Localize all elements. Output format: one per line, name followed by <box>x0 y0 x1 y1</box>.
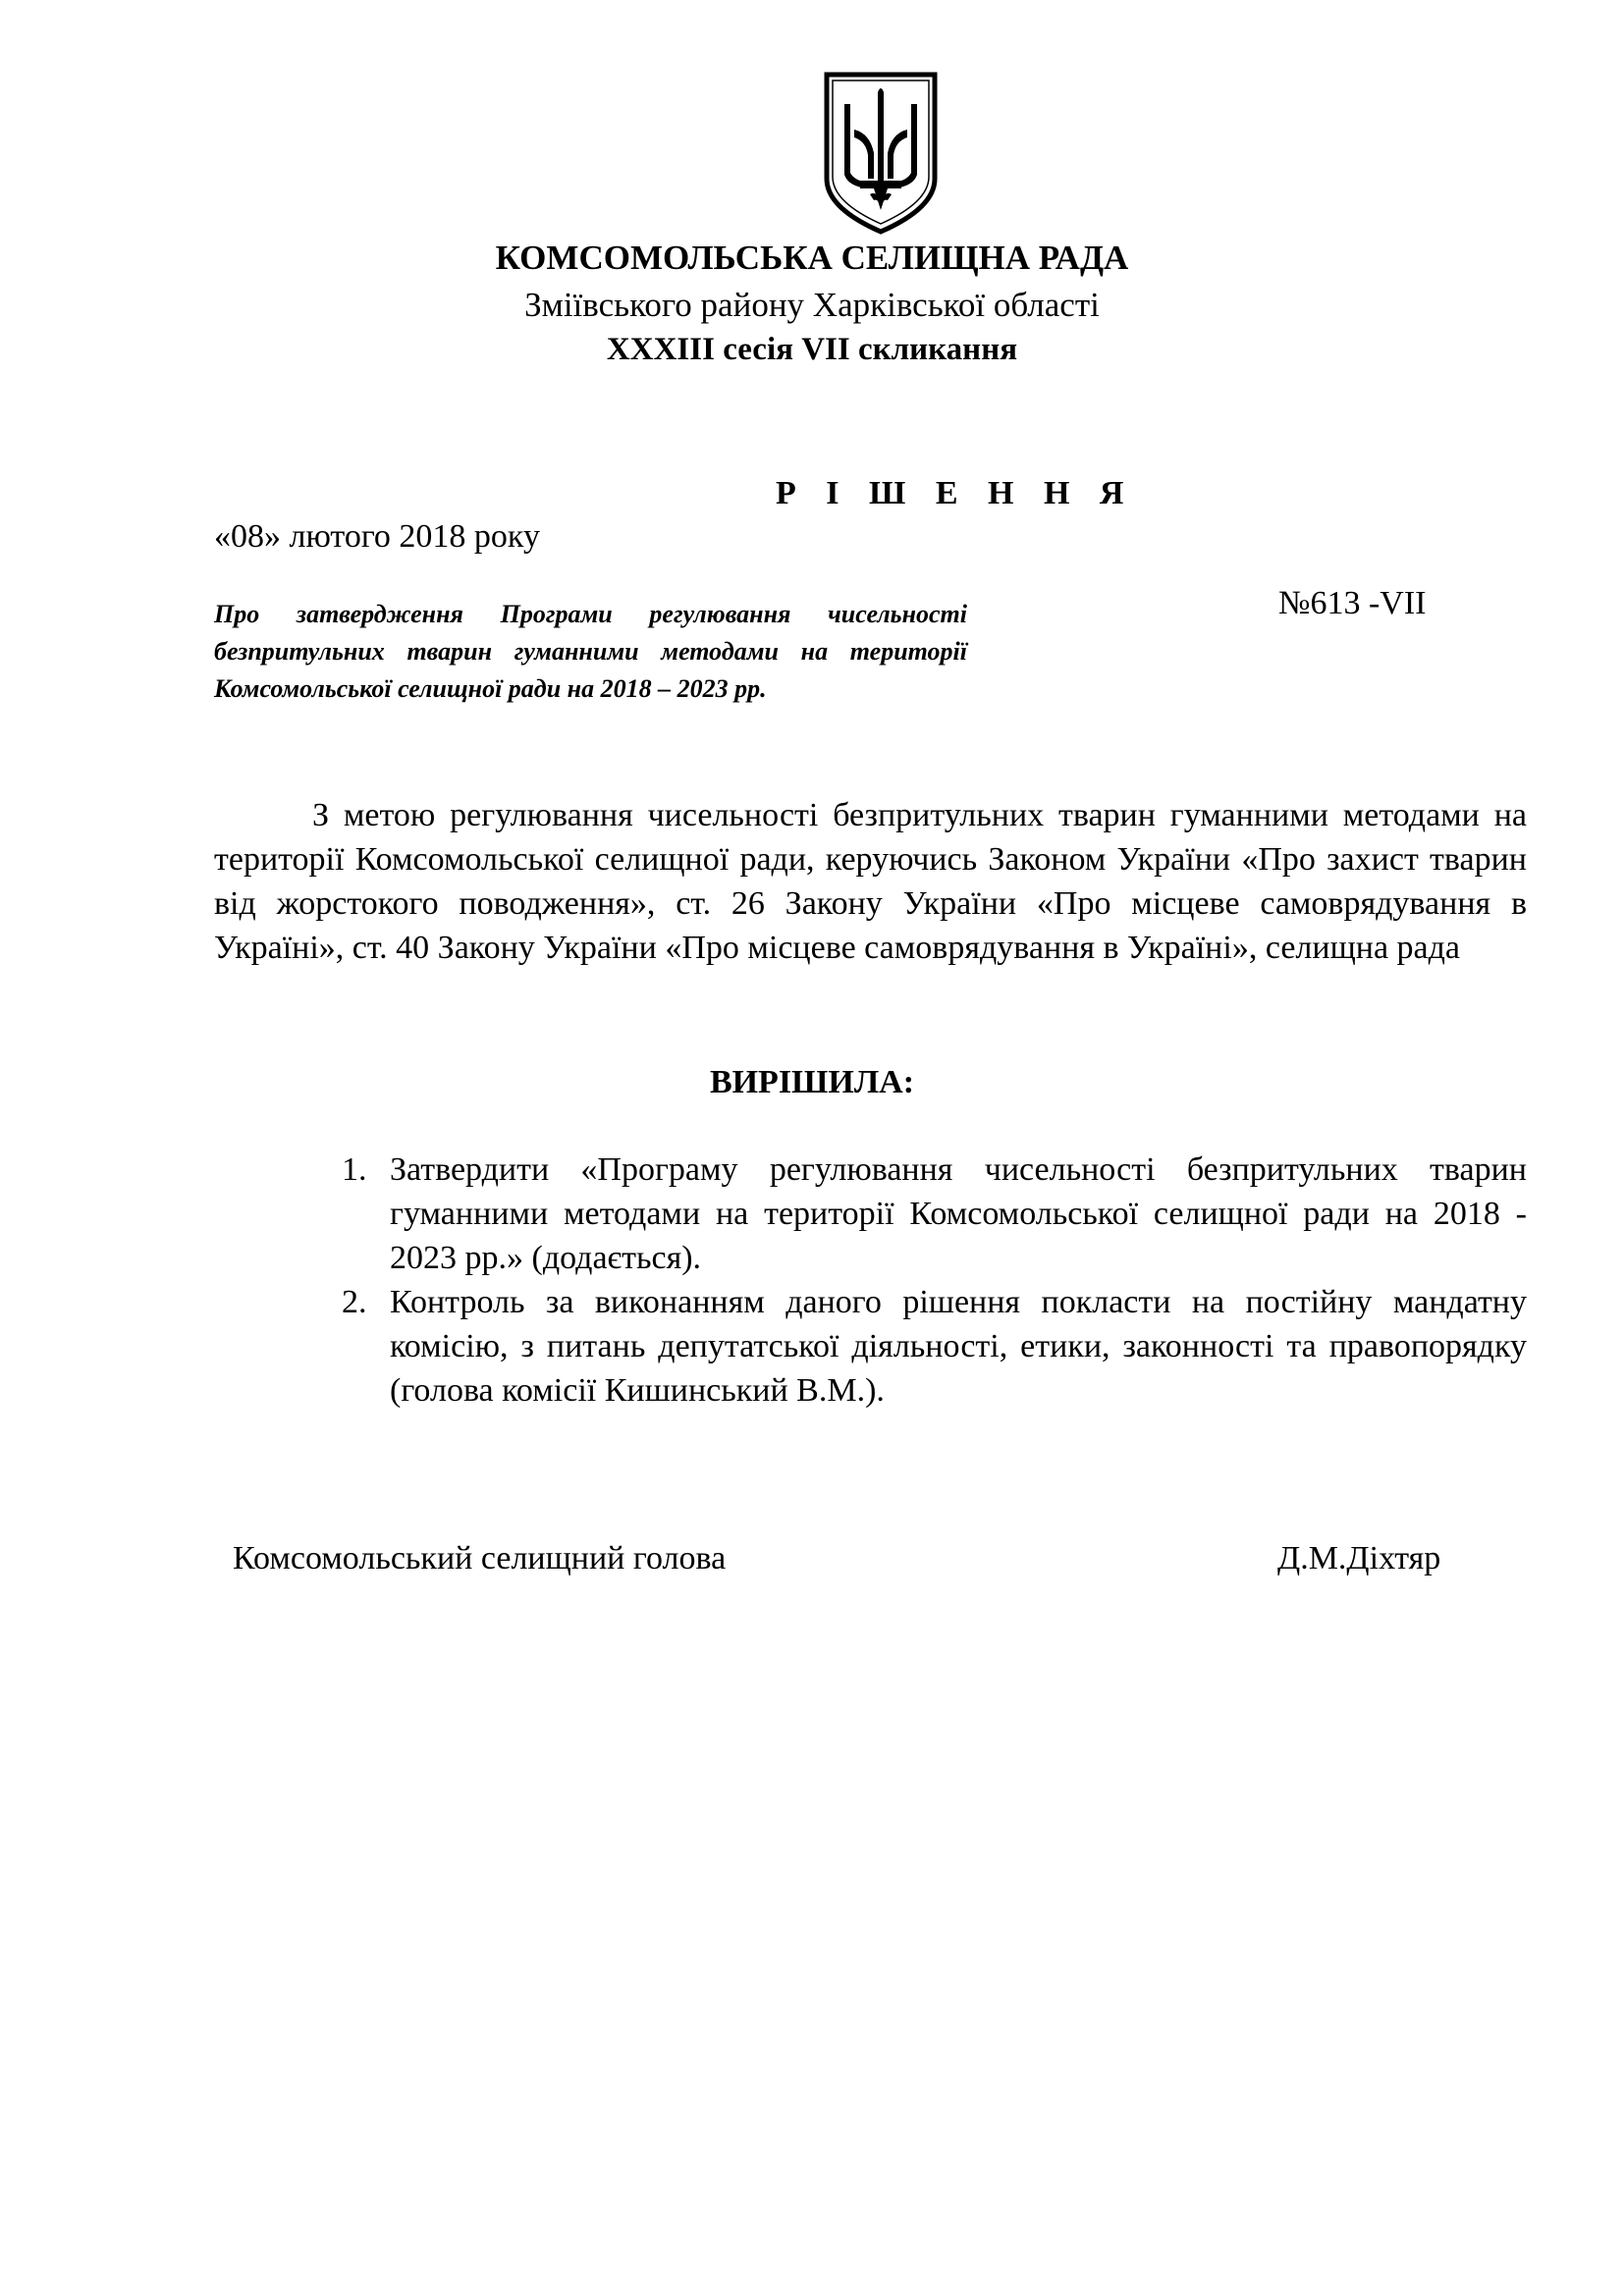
decision-number: №613 -VII <box>1278 585 1427 621</box>
preamble-paragraph: З метою регулювання чисельності безпритульних тварин гуманними методами на території Комсомольської селищної ради, керуючись Законом України «Про захист тварин від жорстокого поводження», ст. 26 Закону України «Про місцеве самоврядування в Україні», ст. 40 Закону України «Про місцеве самоврядування в Україні», селищна рада <box>214 797 1527 966</box>
council-session: XXXIII сесія VII скликання <box>606 332 1018 367</box>
trident-emblem-icon <box>821 71 941 236</box>
decision-title: Р І Ш Е Н Н Я <box>776 475 1135 511</box>
signatory-title: Комсомольський селищний голова <box>233 1540 727 1576</box>
list-item-number: 1. <box>342 1151 367 1188</box>
signatory-name: Д.М.Діхтяр <box>1277 1540 1441 1576</box>
resolved-heading: ВИРІШИЛА: <box>709 1064 915 1100</box>
decision-subject: Про затвердження Програми регулювання чисельності безпритульних тварин гуманними методами на території Комсомольської селищної ради на 2018 – 2023 рр. <box>214 600 967 703</box>
list-item <box>342 1148 1527 1280</box>
list-item-text: Контроль за виконанням даного рішення покласти на постійну мандатну комісію, з питань депутатської діяльності, етики, законності та правопорядку (голова комісії Кишинський В.М.). <box>390 1284 1527 1409</box>
list-item-number: 2. <box>342 1284 367 1320</box>
resolution-list <box>342 1148 1527 1413</box>
council-name: КОМСОМОЛЬСЬКА СЕЛИЩНА РАДА <box>495 239 1129 277</box>
list-item <box>342 1280 1527 1413</box>
list-item-text: Затвердити «Програму регулювання чисельності безпритульних тварин гуманними методами на території Комсомольської селищної ради на 2018 - 2023 рр.» (додається). <box>390 1151 1527 1276</box>
decision-date: «08» лютого 2018 року <box>214 518 540 555</box>
council-region: Зміївського району Харківської області <box>524 286 1100 324</box>
